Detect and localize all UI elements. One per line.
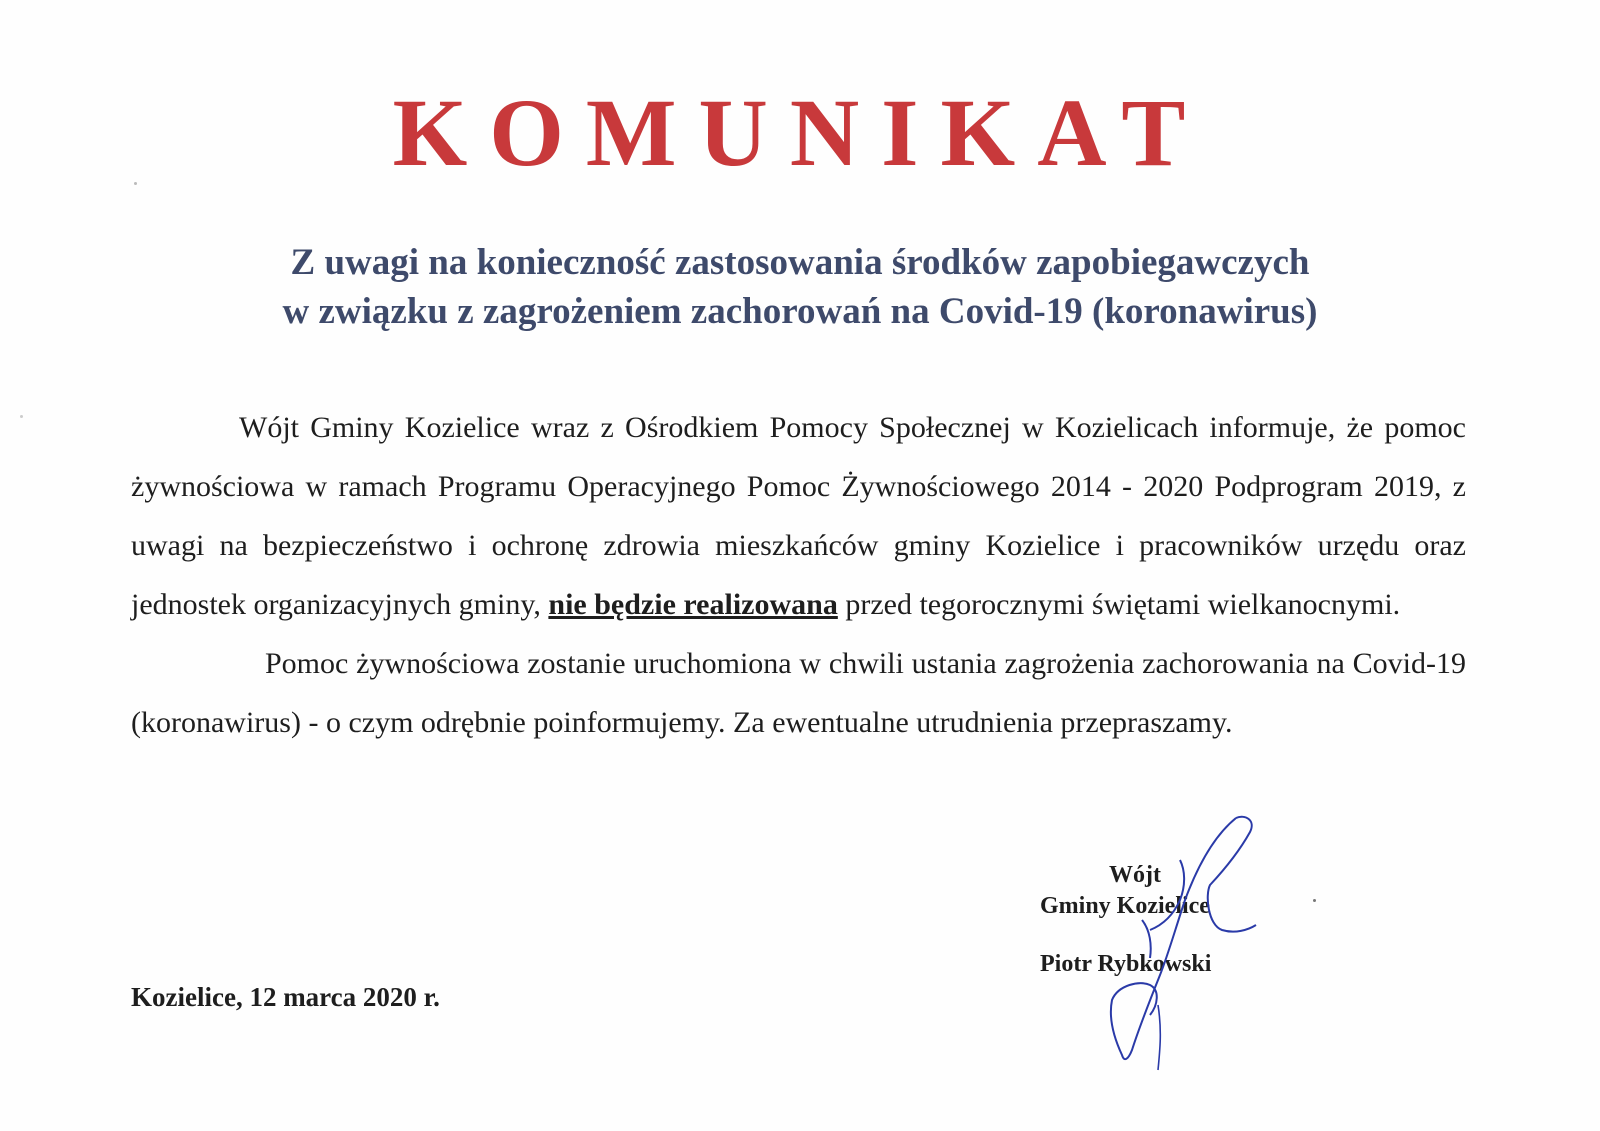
- document-title: KOMUNIKAT: [392, 79, 1208, 186]
- subtitle-line-1: Z uwagi na konieczność zastosowania środków zapobiegawczych: [290, 242, 1310, 283]
- scan-speck: [1313, 899, 1316, 902]
- scan-speck: [20, 415, 23, 418]
- subtitle-line-2: w związku z zagrożeniem zachorowań na Covid-19 (koronawirus): [282, 291, 1318, 332]
- paragraph-1-ending: przed tegorocznymi świętami wielkanocnymi.: [837, 588, 1401, 621]
- signature-block: [1040, 860, 1290, 980]
- paragraph-1-text: Wójt Gminy Kozielice wraz z Ośrodkiem Pomocy Społecznej w Kozielicach informuje, że pomoc żywnościowa w ramach Programu Operacyjnego Pomoc Żywnościowego 2014 - 2020 Podprogram 2019, z uwagi na bezpieczeństwo i ochronę zdrowia mieszkańców gminy Kozielice i pracowników urzędu oraz jednostek organizacyjnych gminy,: [131, 411, 1466, 621]
- paragraph-2: Pomoc żywnościowa zostanie uruchomiona w chwili ustania zagrożenia zachorowania na Covid-19 (koronawirus) - o czym odrębnie poinformujemy. Za ewentualne utrudnienia przepraszamy.: [131, 647, 1466, 739]
- emphasized-statement: nie będzie realizowana: [548, 588, 838, 621]
- document-body: [131, 398, 1466, 752]
- signature-office: Gminy Kozielice: [1040, 893, 1210, 919]
- document-subtitle: [0, 238, 1600, 336]
- date-line: Kozielice, 12 marca 2020 r.: [131, 982, 440, 1012]
- signature-title: Wójt: [1109, 862, 1161, 888]
- scan-speck: [134, 182, 137, 185]
- signature-name: Piotr Rybkowski: [1040, 951, 1212, 977]
- paragraph-1: [131, 398, 1466, 634]
